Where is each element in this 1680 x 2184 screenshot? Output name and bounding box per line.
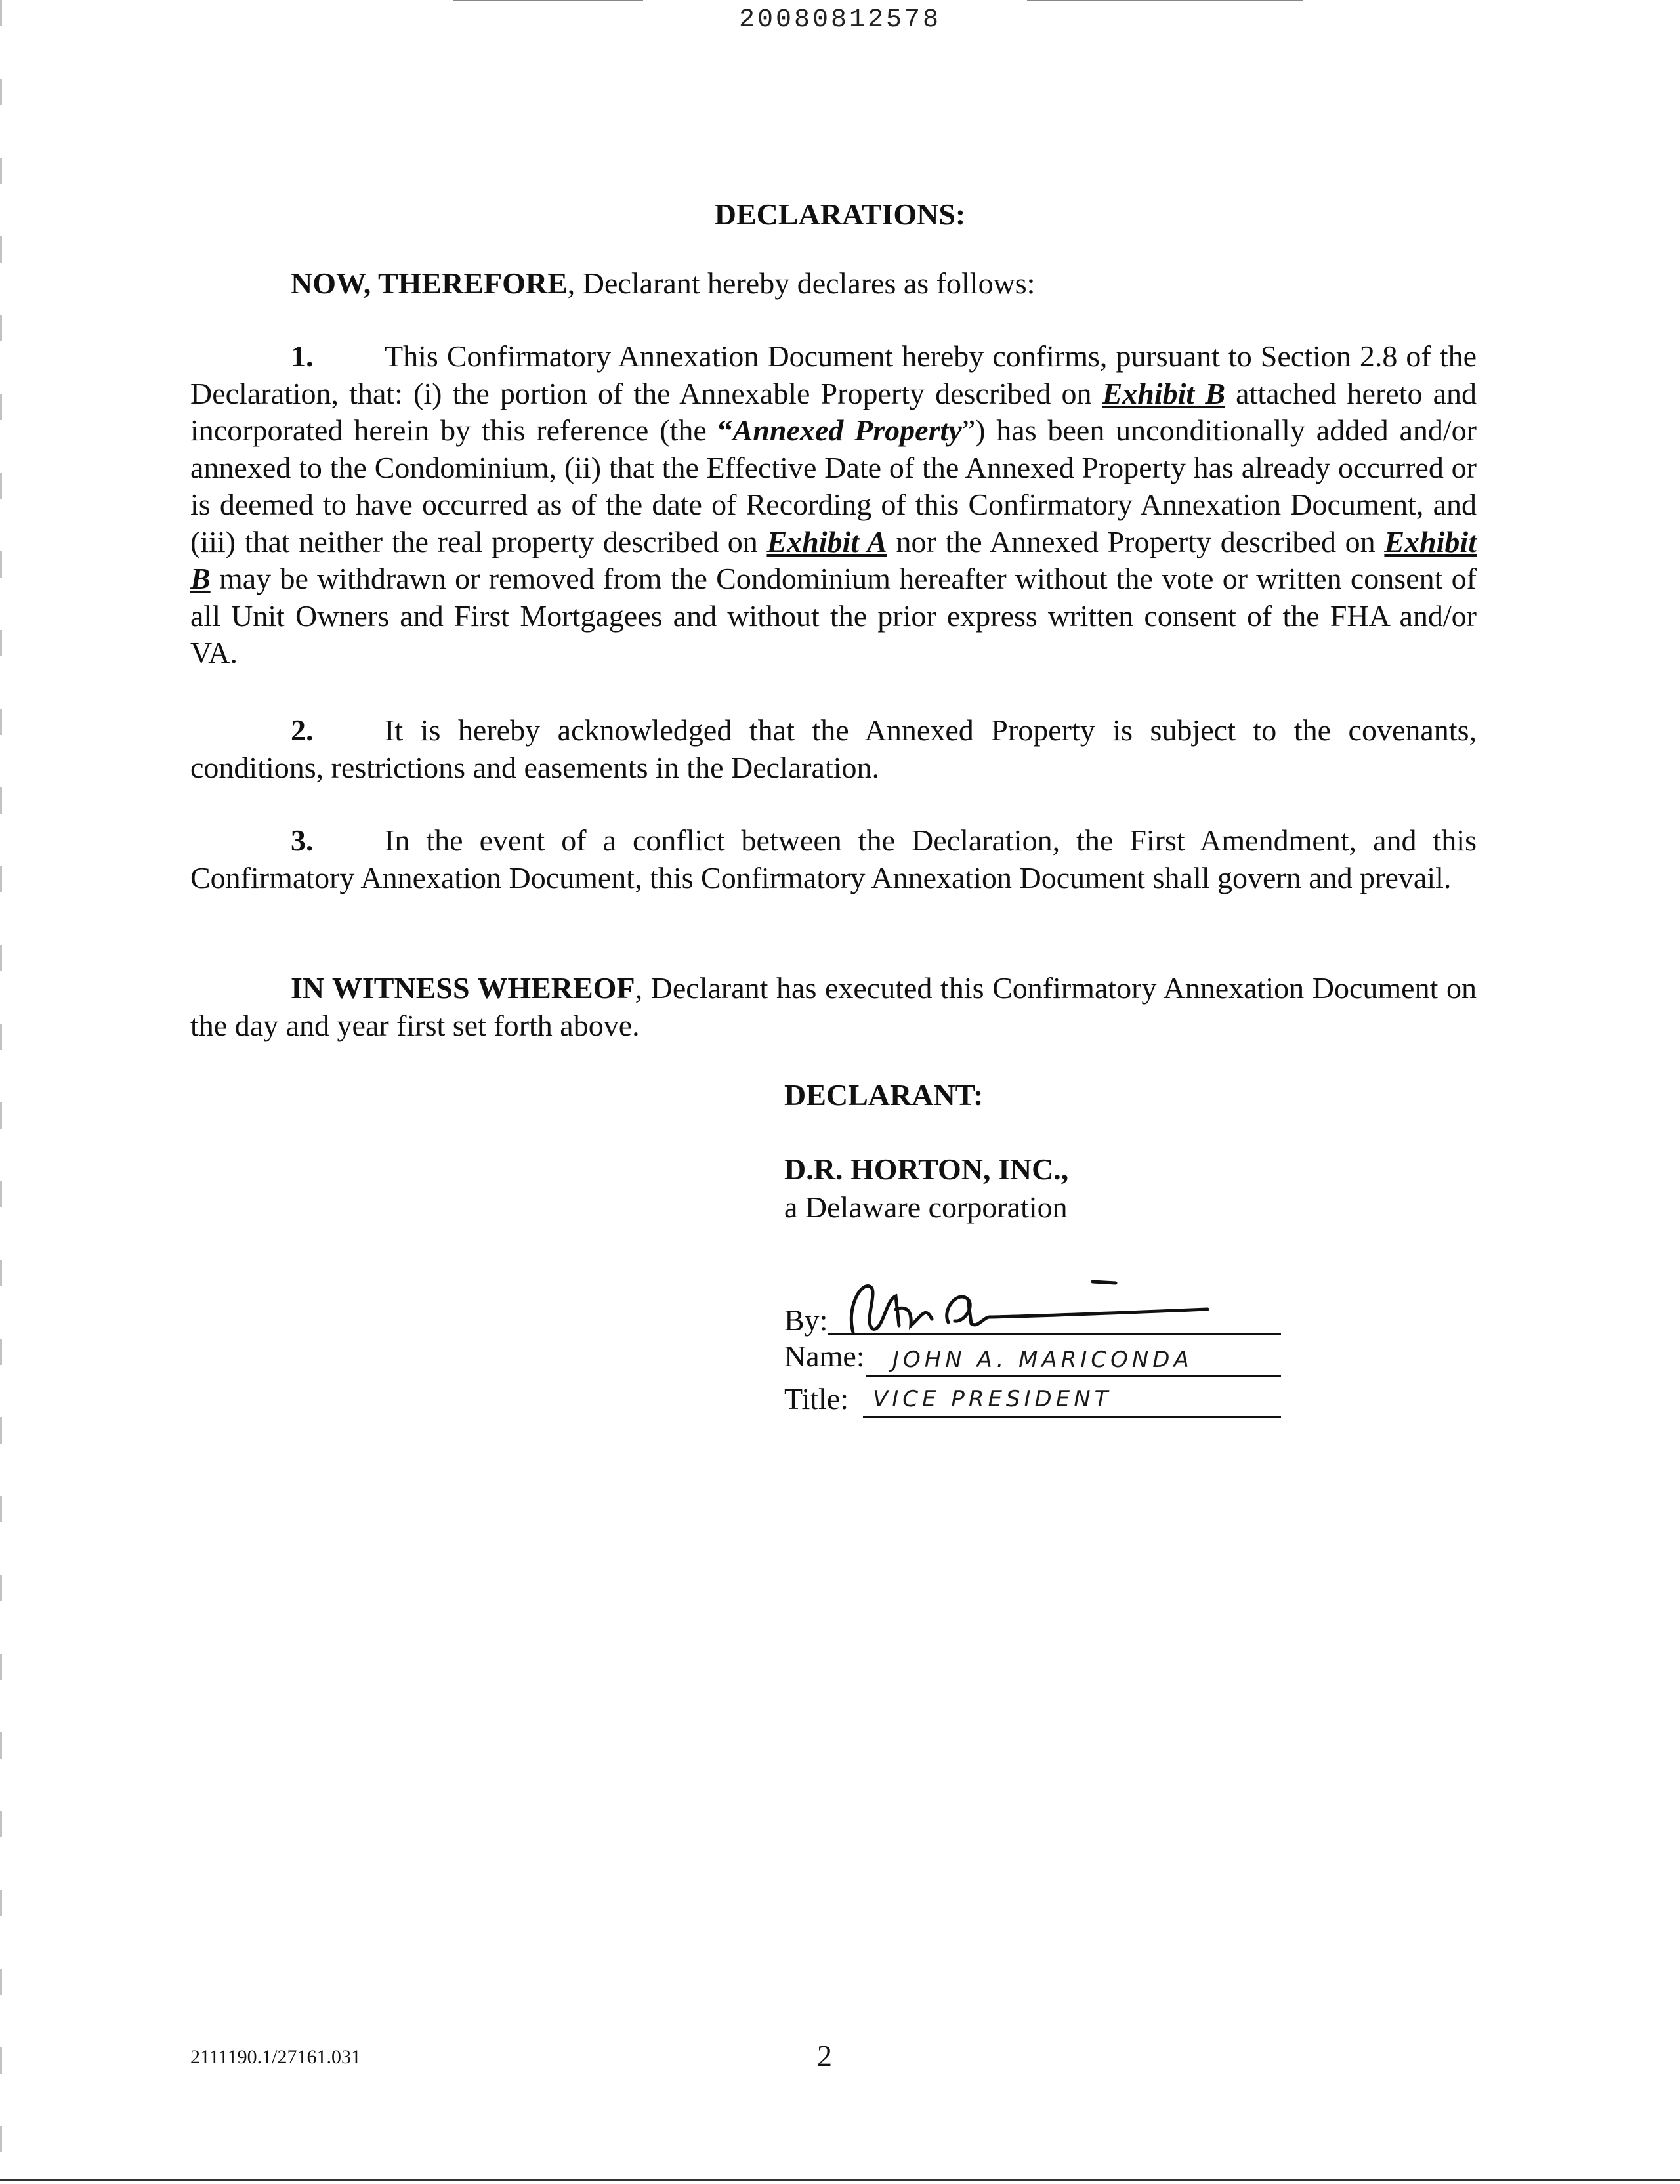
company-description: a Delaware corporation [784, 1190, 1068, 1224]
numbered-paragraph-3: 3. In the event of a conflict between the Declaration, the First Amendment, and this Confirmatory Annexation Document, this Confirmatory Annexation Document shall govern and prevail. [190, 824, 1477, 894]
handwritten-name: JOHN A. MARICONDA [892, 1347, 1193, 1373]
intro-rest: , Declarant hereby declares as follows: [567, 266, 1036, 300]
name-label: Name: [784, 1339, 865, 1373]
paragraph-number: 1. [291, 339, 314, 373]
paragraph-number: 3. [291, 824, 314, 857]
paragraph-number: 2. [291, 713, 314, 747]
witness-paragraph: IN WITNESS WHEREOF, Declarant has executed this Confirmatory Annexation Document on the day and year first set forth above. [190, 971, 1477, 1042]
page-number: 2 [817, 2039, 832, 2072]
title-label: Title: [784, 1382, 849, 1416]
document-id: 2111190.1/27161.031 [190, 2046, 361, 2068]
exhibit-reference: Exhibit B [190, 524, 1477, 595]
section-heading: DECLARATIONS: [714, 198, 966, 231]
scan-top-rule [1027, 0, 1303, 1]
declarant-label: DECLARANT: [784, 1078, 984, 1112]
scan-bottom-rule [0, 2179, 1680, 2181]
defined-term: Annexed Property [732, 413, 962, 447]
recording-number: 20080812578 [738, 5, 942, 35]
intro-lead: NOW, THEREFORE [291, 266, 568, 300]
name-line [866, 1375, 1281, 1377]
numbered-paragraph-1: 1. This Confirmatory Annexation Document hereby confirms, pursuant to Section 2.8 of the Declaration, that: (i) the portion of the Annexable Property described on Exhibit B attached hereto and incorporated herein by this reference (the “Annexed Property”) has been unconditionally added and/or annexed to the Condominium, (ii) that the Effective Date of the Annexed Property has already occurred or is deemed to have occurred as of the date of Recording of this Confirmatory Annexation Document, and (iii) that neither the real property described on Exhibit A nor the Annexed Property described on Exhibit B may be withdrawn or removed from the Condominium hereafter without the vote or written consent of all Unit Owners and First Mortgagees and without the prior express written consent of the FHA and/or VA. [190, 339, 1477, 669]
exhibit-reference: Exhibit B [1102, 376, 1226, 410]
numbered-paragraph-2: 2. It is hereby acknowledged that the Annexed Property is subject to the covenants, conditions, restrictions and easements in the Declaration. [190, 713, 1477, 784]
witness-lead: IN WITNESS WHEREOF [291, 971, 635, 1005]
exhibit-reference: Exhibit A [766, 524, 887, 558]
handwritten-title: VICE PRESIDENT [873, 1386, 1112, 1412]
intro-paragraph [291, 265, 1035, 302]
title-line [863, 1416, 1281, 1418]
company-name: D.R. HORTON, INC., [784, 1152, 1069, 1186]
handwritten-signature [833, 1270, 1227, 1342]
by-label: By: [784, 1303, 828, 1337]
scan-top-rule [453, 0, 643, 1]
scan-edge [0, 0, 2, 2184]
